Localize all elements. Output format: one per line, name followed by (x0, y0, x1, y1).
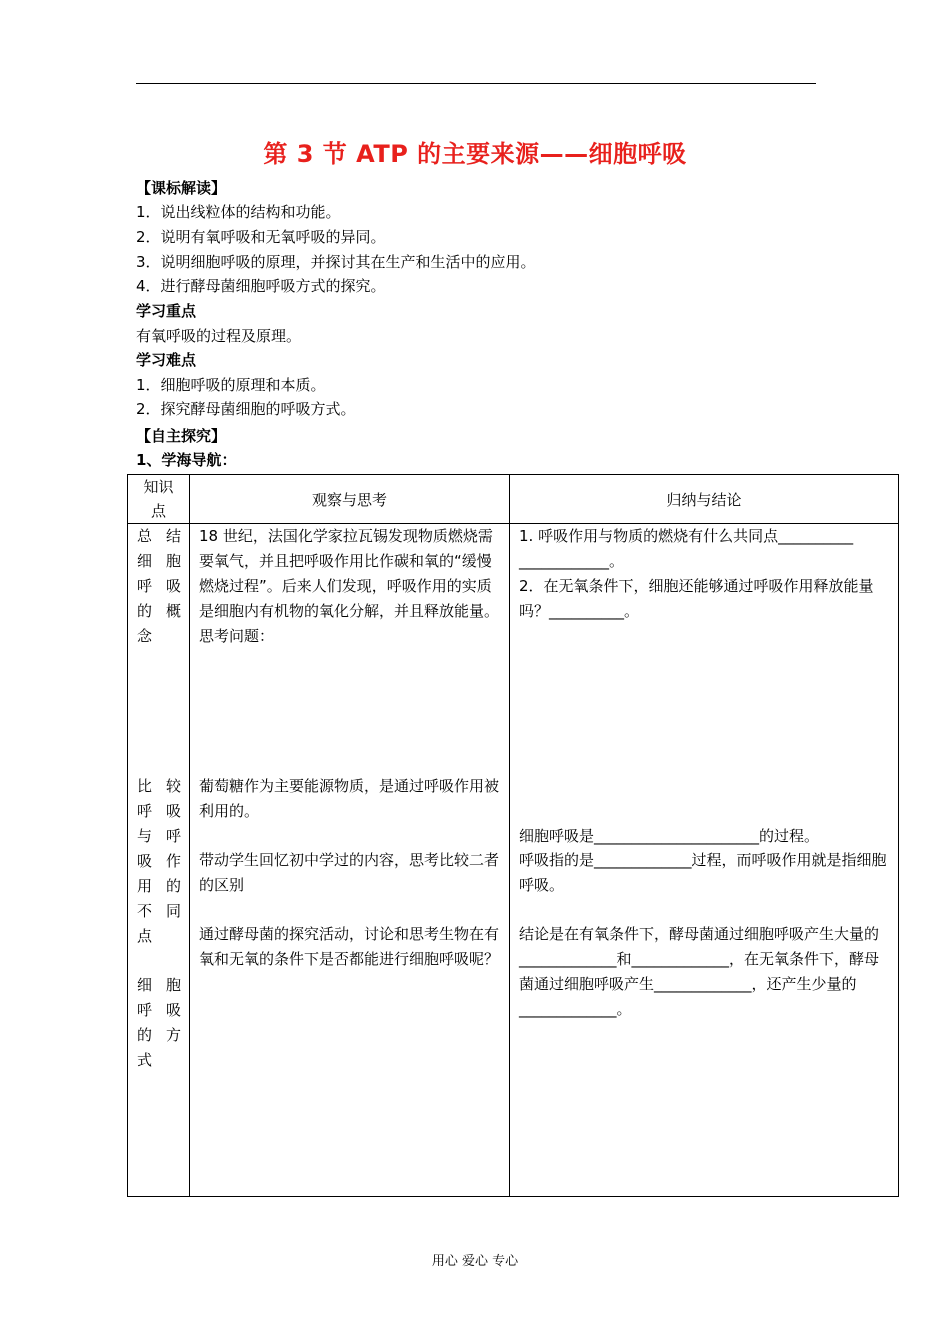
section-heading-curriculum: 【课标解读】 (136, 179, 227, 197)
curriculum-item: 4．进行酵母菌细胞呼吸方式的探究。 (136, 277, 386, 295)
focus-text: 有氧呼吸的过程及原理。 (136, 327, 302, 345)
header-cell-observe (190, 475, 510, 524)
observe-text-3: 带动学生回忆初中学过的内容，思考比较二者的区别 (199, 851, 500, 894)
conclusion-text-3: 结论是在有氧条件下，酵母菌通过细胞呼吸产生大量的_____________和_____________，在无氧条件下，酵母菌通过细胞呼吸产生_____________，还产生少量的_____________。 (519, 925, 880, 1018)
observe-column (190, 524, 510, 1197)
conclusion-text-1: 细胞呼吸是______________________的过程。 (519, 827, 820, 845)
header-knowledge-label: 知识点 (143, 478, 174, 520)
observe-text-2: 葡萄糖作为主要能源物质，是通过呼吸作用被利用的。 (199, 777, 500, 820)
observe-text-1: 18 世纪，法国化学家拉瓦锡发现物质燃烧需要氧气，并且把呼吸作用比作碳和氧的“缓慢燃烧过程”。后来人们发现，呼吸作用的实质是细胞内有机物的氧化分解，并且释放能量。思考问题： (199, 527, 500, 645)
header-observe-label: 观察与思考 (311, 490, 387, 509)
header-cell-conclusion (510, 475, 899, 524)
focus-heading: 学习重点 (136, 302, 197, 320)
topic-concept: 总 结 细 胞 呼 吸 的 概 念 (137, 527, 181, 645)
difficulty-item: 1．细胞呼吸的原理和本质。 (136, 376, 326, 394)
curriculum-item: 1．说出线粒体的结构和功能。 (136, 203, 341, 221)
study-guide-table (127, 474, 899, 1197)
page-footer: 用心 爱心 专心 (431, 1254, 519, 1269)
difficulty-item: 2．探究酵母菌细胞的呼吸方式。 (136, 400, 356, 418)
curriculum-item: 2．说明有氧呼吸和无氧呼吸的异同。 (136, 228, 386, 246)
topic-compare: 比 较 呼 吸 与 呼 吸 作 用 的 不 同 点 (137, 777, 181, 945)
section-heading-explore: 【自主探究】 (136, 427, 227, 445)
table-body-row (128, 524, 899, 1197)
question-2: 2．在无氧条件下，细胞还能够通过呼吸作用释放能量吗？__________。 (519, 577, 874, 620)
header-conclusion-label: 归纳与结论 (666, 490, 742, 509)
observe-text-4: 通过酵母菌的探究活动，讨论和思考生物在有氧和无氧的条件下是否都能进行细胞呼吸呢？ (199, 925, 500, 968)
conclusion-text-2: 呼吸指的是_____________过程，而呼吸作用就是指细胞呼吸。 (519, 851, 887, 894)
subsection-heading: 1、学海导航： (136, 451, 237, 469)
conclusion-column (510, 524, 899, 1197)
difficulty-heading: 学习难点 (136, 351, 197, 369)
header-cell-knowledge (128, 475, 190, 524)
knowledge-column (128, 524, 190, 1197)
page-title: 第 3 节 ATP 的主要来源——细胞呼吸 (263, 140, 687, 168)
curriculum-item: 3．说明细胞呼吸的原理，并探讨其在生产和生活中的应用。 (136, 253, 536, 271)
table-header-row (128, 475, 899, 524)
question-1: 1. 呼吸作用与物质的燃烧有什么共同点__________ ____________。 (519, 527, 854, 570)
topic-methods: 细 胞 呼 吸 的 方 式 (137, 976, 181, 1069)
header-rule (136, 83, 816, 84)
